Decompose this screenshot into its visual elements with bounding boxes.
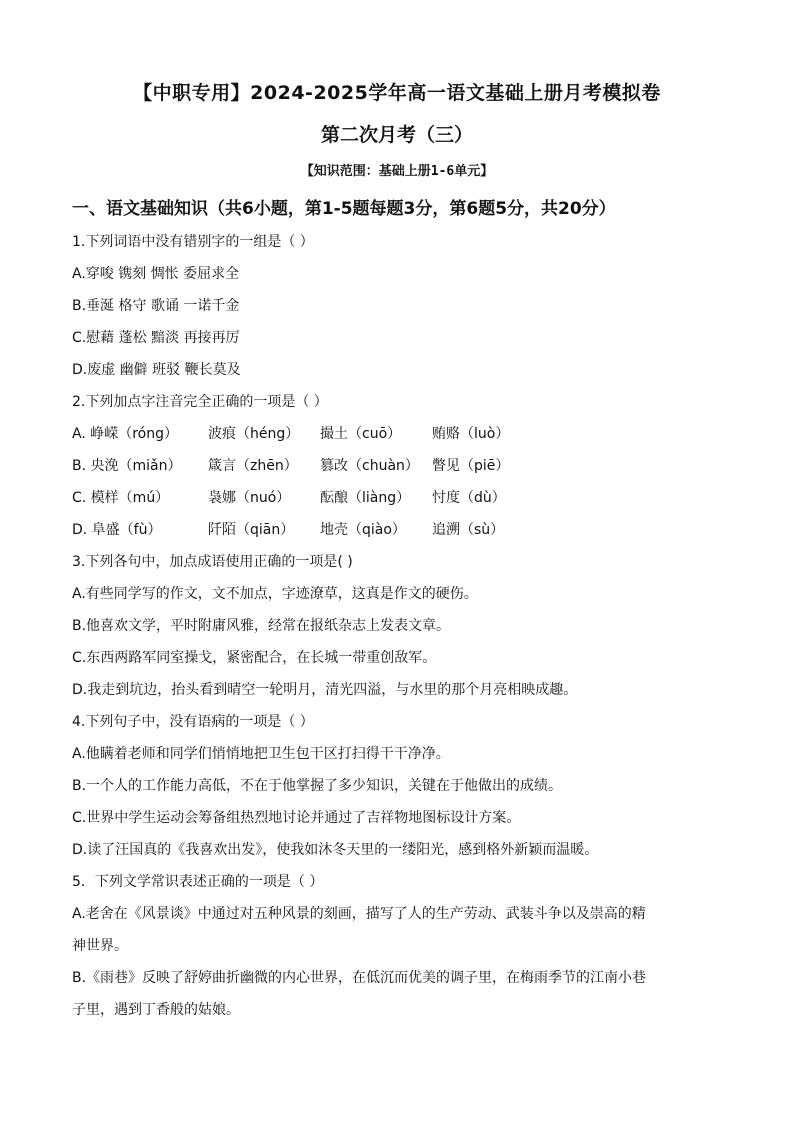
- question-2-option-a-item-1: A. 峥嵘（róng）: [72, 426, 179, 442]
- question-1-stem: 1.下列词语中没有错别字的一组是（ ）: [72, 234, 314, 250]
- question-2-option-b-item-1: B. 央浼（miǎn）: [72, 458, 182, 474]
- question-1-option-a: A.穿唆 镌刻 惆怅 委屈求全: [72, 266, 240, 282]
- question-5-option-b-line-2: 子里，遇到丁香般的姑娘。: [72, 1002, 240, 1018]
- exam-subtitle: 第二次月考（三）: [320, 124, 473, 146]
- knowledge-scope: 【知识范围：基础上册1-6单元】: [300, 164, 494, 179]
- question-2-option-d-item-4: 追溯（sù）: [432, 522, 505, 538]
- question-2-option-c-item-4: 忖度（dù）: [432, 490, 506, 506]
- question-5-stem: 5．下列文学常识表述正确的一项是（ ）: [72, 874, 324, 890]
- question-1-option-b: B.垂涎 格守 歌诵 一诺千金: [72, 298, 240, 314]
- question-4-option-b: B.一个人的工作能力高低，不在于他掌握了多少知识，关键在于他做出的成绩。: [72, 778, 563, 794]
- question-1-option-c: C.慰藉 蓬松 黯淡 再接再厉: [72, 330, 240, 346]
- question-3-option-c: C.东西两路军同室操戈，紧密配合，在长城一带重创敌军。: [72, 650, 437, 666]
- question-2-option-c-item-3: 酝酿（liàng）: [320, 490, 411, 506]
- section-heading: 一、语文基础知识（共6小题，第1-5题每题3分，第6题5分，共20分）: [72, 199, 616, 219]
- question-2-option-d-item-3: 地壳（qiào）: [320, 522, 406, 538]
- question-3-option-b: B.他喜欢文学，平时附庸风雅，经常在报纸杂志上发表文章。: [72, 618, 451, 634]
- question-2-option-b-item-2: 箴言（zhēn）: [208, 458, 298, 474]
- question-2-option-b-item-3: 篡改（chuàn）: [320, 458, 419, 474]
- question-4-stem: 4.下列句子中，没有语病的一项是（ ）: [72, 714, 314, 730]
- question-4-option-c: C.世界中学生运动会筹备组热烈地讨论并通过了吉祥物地图标设计方案。: [72, 810, 521, 826]
- question-4-option-a: A.他瞒着老师和同学们悄悄地把卫生包干区打扫得干干净净。: [72, 746, 450, 762]
- question-2-option-a-item-2: 波痕（héng）: [208, 426, 300, 442]
- question-2-option-b-item-4: 瞥见（piē）: [432, 458, 510, 474]
- question-4-option-d: D.读了汪国真的《我喜欢出发》，使我如沐冬天里的一缕阳光，感到格外新颖而温暖。: [72, 842, 599, 858]
- question-2-option-a-item-4: 贿赂（luò）: [432, 426, 510, 442]
- question-2-option-d-item-1: D. 阜盛（fù）: [72, 522, 162, 538]
- question-3-option-d: D.我走到坑边，抬头看到晴空一轮明月，清光四溢，与水里的那个月亮相映成趣。: [72, 682, 578, 698]
- question-2-option-c-item-2: 袅娜（nuó）: [208, 490, 291, 506]
- question-5-option-a-line-2: 神世界。: [72, 938, 128, 954]
- exam-title: 【中职专用】2024-2025学年高一语文基础上册月考模拟卷: [133, 82, 661, 104]
- question-3-stem: 3.下列各句中，加点成语使用正确的一项是( ): [72, 554, 353, 570]
- question-2-stem: 2.下列加点字注音完全正确的一项是（ ）: [72, 394, 328, 410]
- question-3-option-a: A.有些同学写的作文，文不加点，字迹潦草，这真是作文的硬伤。: [72, 586, 478, 602]
- question-2-option-a-item-3: 撮土（cuō）: [320, 426, 402, 442]
- question-2-option-c-item-1: C. 模样（mú）: [72, 490, 170, 506]
- question-1-option-d: D.废虚 幽僻 班驳 鞭长莫及: [72, 362, 241, 378]
- question-5-option-b-line-1: B.《雨巷》反映了舒婷曲折幽微的内心世界，在低沉而优美的调子里，在梅雨季节的江南小巷: [72, 970, 647, 986]
- question-5-option-a-line-1: A.老舍在《风景谈》中通过对五种风景的刻画，描写了人的生产劳动、武装斗争以及崇高的精: [72, 906, 646, 922]
- question-2-option-d-item-2: 阡陌（qiān）: [208, 522, 295, 538]
